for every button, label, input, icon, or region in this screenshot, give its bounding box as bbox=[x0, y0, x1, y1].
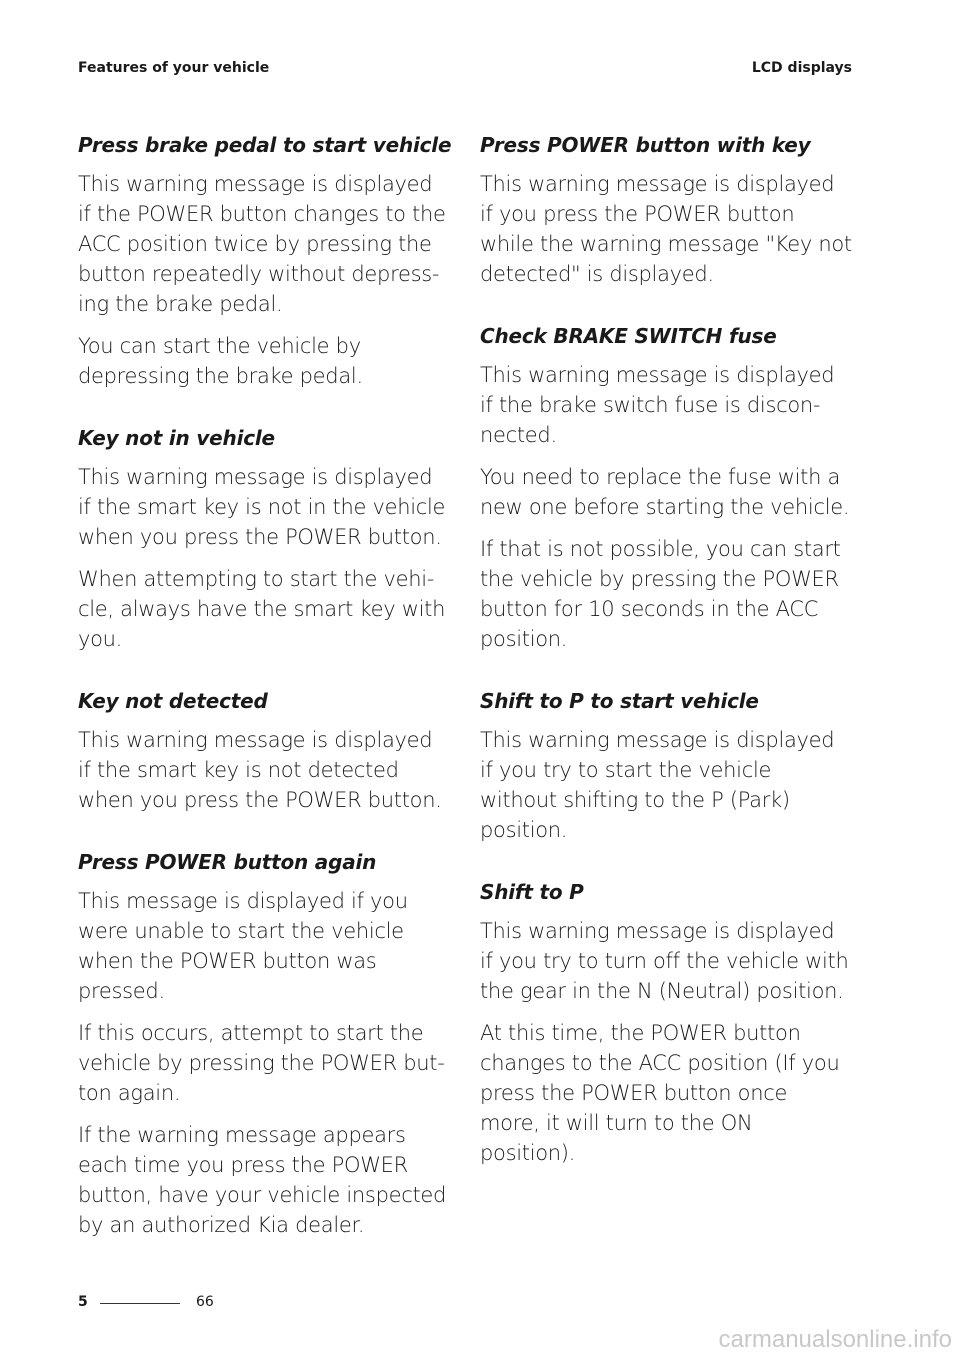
section-check-brake-switch-fuse bbox=[480, 319, 852, 654]
section-heading: Check BRAKE SWITCH fuse bbox=[480, 324, 777, 348]
section-heading: Shift to P to start vehicle bbox=[480, 689, 759, 713]
section-heading: Key not in vehicle bbox=[78, 426, 275, 450]
section-paragraph: At this time, the POWER button changes to the ACC position (If you press the POWER button once more, it will turn to the ON position). bbox=[480, 1021, 840, 1165]
section-heading: Key not detected bbox=[78, 689, 268, 713]
section-paragraph: If that is not possible, you can start the vehicle by pressing the POWER button for 10 seconds in the ACC position. bbox=[480, 537, 841, 651]
section-paragraph: This warning message is displayed if you try to start the vehicle without shifting to the P (Park) position. bbox=[480, 728, 835, 842]
footer-divider bbox=[100, 1303, 180, 1304]
section-heading: Press POWER button with key bbox=[480, 133, 811, 157]
section-heading: Shift to P bbox=[480, 880, 584, 904]
chapter-number: 5 bbox=[78, 1294, 88, 1310]
section-paragraph: You can start the vehicle by depressing the brake pedal. bbox=[78, 334, 363, 388]
section-paragraph: This warning message is displayed if you press the POWER button while the warning message "Key not detected" is displayed. bbox=[480, 172, 852, 286]
running-header-section: Features of your vehicle bbox=[78, 60, 270, 76]
section-key-not-in-vehicle bbox=[78, 421, 450, 654]
section-paragraph: This warning message is displayed if the POWER button changes to the ACC position twice by pressing the button repeatedly without depress-ing the brake pedal. bbox=[78, 172, 446, 316]
section-press-power-with-key bbox=[480, 128, 852, 289]
right-column bbox=[480, 128, 852, 1198]
section-heading: Press brake pedal to start vehicle bbox=[78, 133, 452, 157]
section-shift-to-p-to-start bbox=[480, 684, 852, 845]
section-paragraph: You need to replace the fuse with a new one before starting the vehicle. bbox=[480, 465, 850, 519]
section-paragraph: If this occurs, attempt to start the vehicle by pressing the POWER but-ton again. bbox=[78, 1021, 445, 1105]
section-paragraph: When attempting to start the vehi-cle, always have the smart key with you. bbox=[78, 567, 446, 651]
section-paragraph: This warning message is displayed if the smart key is not detected when you press the POWER button. bbox=[78, 728, 442, 812]
section-shift-to-p bbox=[480, 875, 852, 1168]
watermark: carmanualsonline.info bbox=[718, 1326, 952, 1353]
section-press-brake-pedal bbox=[78, 128, 450, 391]
section-paragraph: This warning message is displayed if you try to turn off the vehicle with the gear in the N (Neutral) position. bbox=[480, 919, 849, 1003]
section-paragraph: This warning message is displayed if the smart key is not in the vehicle when you press the POWER button. bbox=[78, 465, 446, 549]
section-paragraph: This message is displayed if you were unable to start the vehicle when the POWER button was pressed. bbox=[78, 889, 408, 1003]
left-column bbox=[78, 128, 450, 1270]
section-paragraph: This warning message is displayed if the brake switch fuse is discon-nected. bbox=[480, 363, 835, 447]
section-key-not-detected bbox=[78, 684, 450, 815]
section-paragraph: If the warning message appears each time you press the POWER button, have your vehicle inspected by an authorized Kia dealer. bbox=[78, 1123, 447, 1237]
running-header-topic: LCD displays bbox=[751, 60, 852, 76]
section-heading: Press POWER button again bbox=[78, 850, 377, 874]
section-press-power-again bbox=[78, 845, 450, 1240]
page-number: 66 bbox=[196, 1294, 214, 1310]
